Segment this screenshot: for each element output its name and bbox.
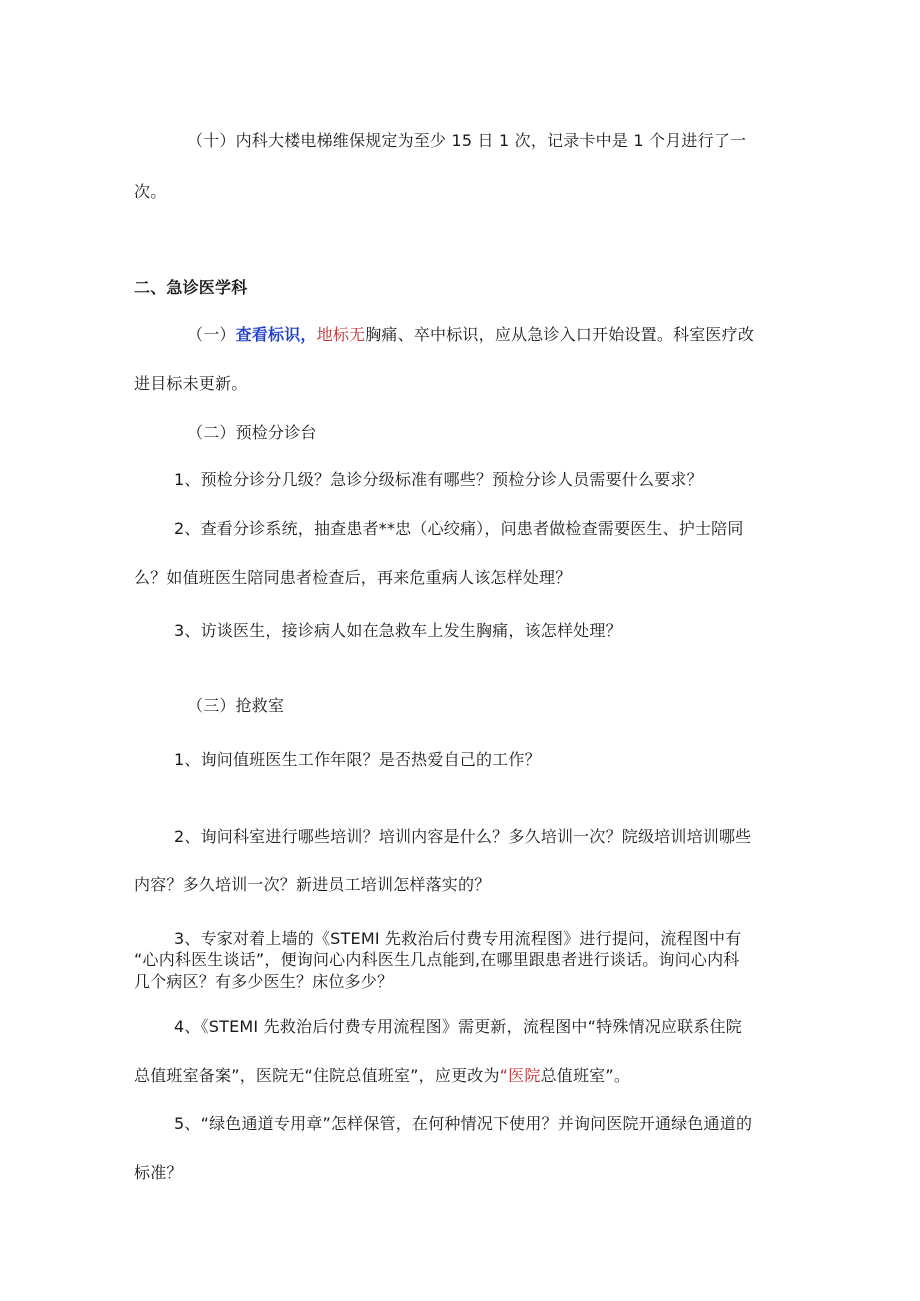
item-2-heading: （二）预检分诊台 [187, 423, 317, 442]
item-3-q4-line1: 4、《STEMI 先救治后付费专用流程图》需更新，流程图中“特殊情况应联系住院 [174, 1017, 742, 1036]
item-3-q3-line1: 3、专家对着上墙的《STEMI 先救治后付费专用流程图》进行提问，流程图中有 [174, 929, 742, 948]
item-1-rest: 胸痛、卒中标识，应从急诊入口开始设置。科室医疗改 [365, 325, 755, 344]
item-2-q2-line1: 2、查看分诊系统，抽查患者**忠（心绞痛），问患者做检查需要医生、护士陪同 [174, 519, 744, 538]
item-3-q3-line2: “心内科医生谈话”，便询问心内科医生几点能到,在哪里跟患者进行谈话。询问心内科 [134, 950, 740, 969]
item-2-q1: 1、预检分诊分几级？急诊分级标准有哪些？预检分诊人员需要什么要求？ [174, 470, 703, 489]
item-3-heading: （三）抢救室 [187, 696, 285, 715]
item-3-q4-text-a: 总值班室备案”，医院无“住院总值班室”，应更改为 [134, 1066, 500, 1085]
item-1-line1 [187, 324, 754, 346]
item-10-line2: 次。 [134, 182, 167, 201]
item-3-q5-line1: 5、“绿色通道专用章”怎样保管，在何种情况下使用？并询问医院开通绿色通道的 [174, 1114, 753, 1133]
item-2-q2-line2: 么？如值班医生陪同患者检查后，再来危重病人该怎样处理？ [134, 568, 572, 587]
item-1-red-text: 地标无 [316, 325, 366, 344]
item-3-q2-line2: 内容？多久培训一次？新进员工培训怎样落实的？ [134, 875, 491, 894]
item-3-q1: 1、询问值班医生工作年限？是否热爱自己的工作？ [174, 750, 541, 769]
item-3-q2-line1: 2、询问科室进行哪些培训？培训内容是什么？多久培训一次？院级培训培训哪些 [174, 827, 752, 846]
item-1-line2: 进目标未更新。 [134, 374, 248, 393]
item-1-prefix: （一） [187, 325, 236, 344]
item-3-q4-text-b: 总值班室”。 [540, 1066, 631, 1085]
item-1-blue-text: 查看标识， [235, 325, 317, 344]
item-3-q4-red-text: “医院 [499, 1066, 541, 1085]
item-3-q3-line3: 几个病区？有多少医生？床位多少？ [134, 972, 394, 991]
section-heading: 二、急诊医学科 [134, 278, 248, 297]
item-2-q3: 3、访谈医生，接诊病人如在急救车上发生胸痛，该怎样处理？ [174, 621, 622, 640]
item-3-q5-line2: 标准？ [134, 1163, 183, 1182]
item-3-q4-line2 [134, 1065, 630, 1087]
item-10-line1: （十）内科大楼电梯维保规定为至少 15 日 1 次，记录卡中是 1 个月进行了一 [187, 131, 747, 150]
